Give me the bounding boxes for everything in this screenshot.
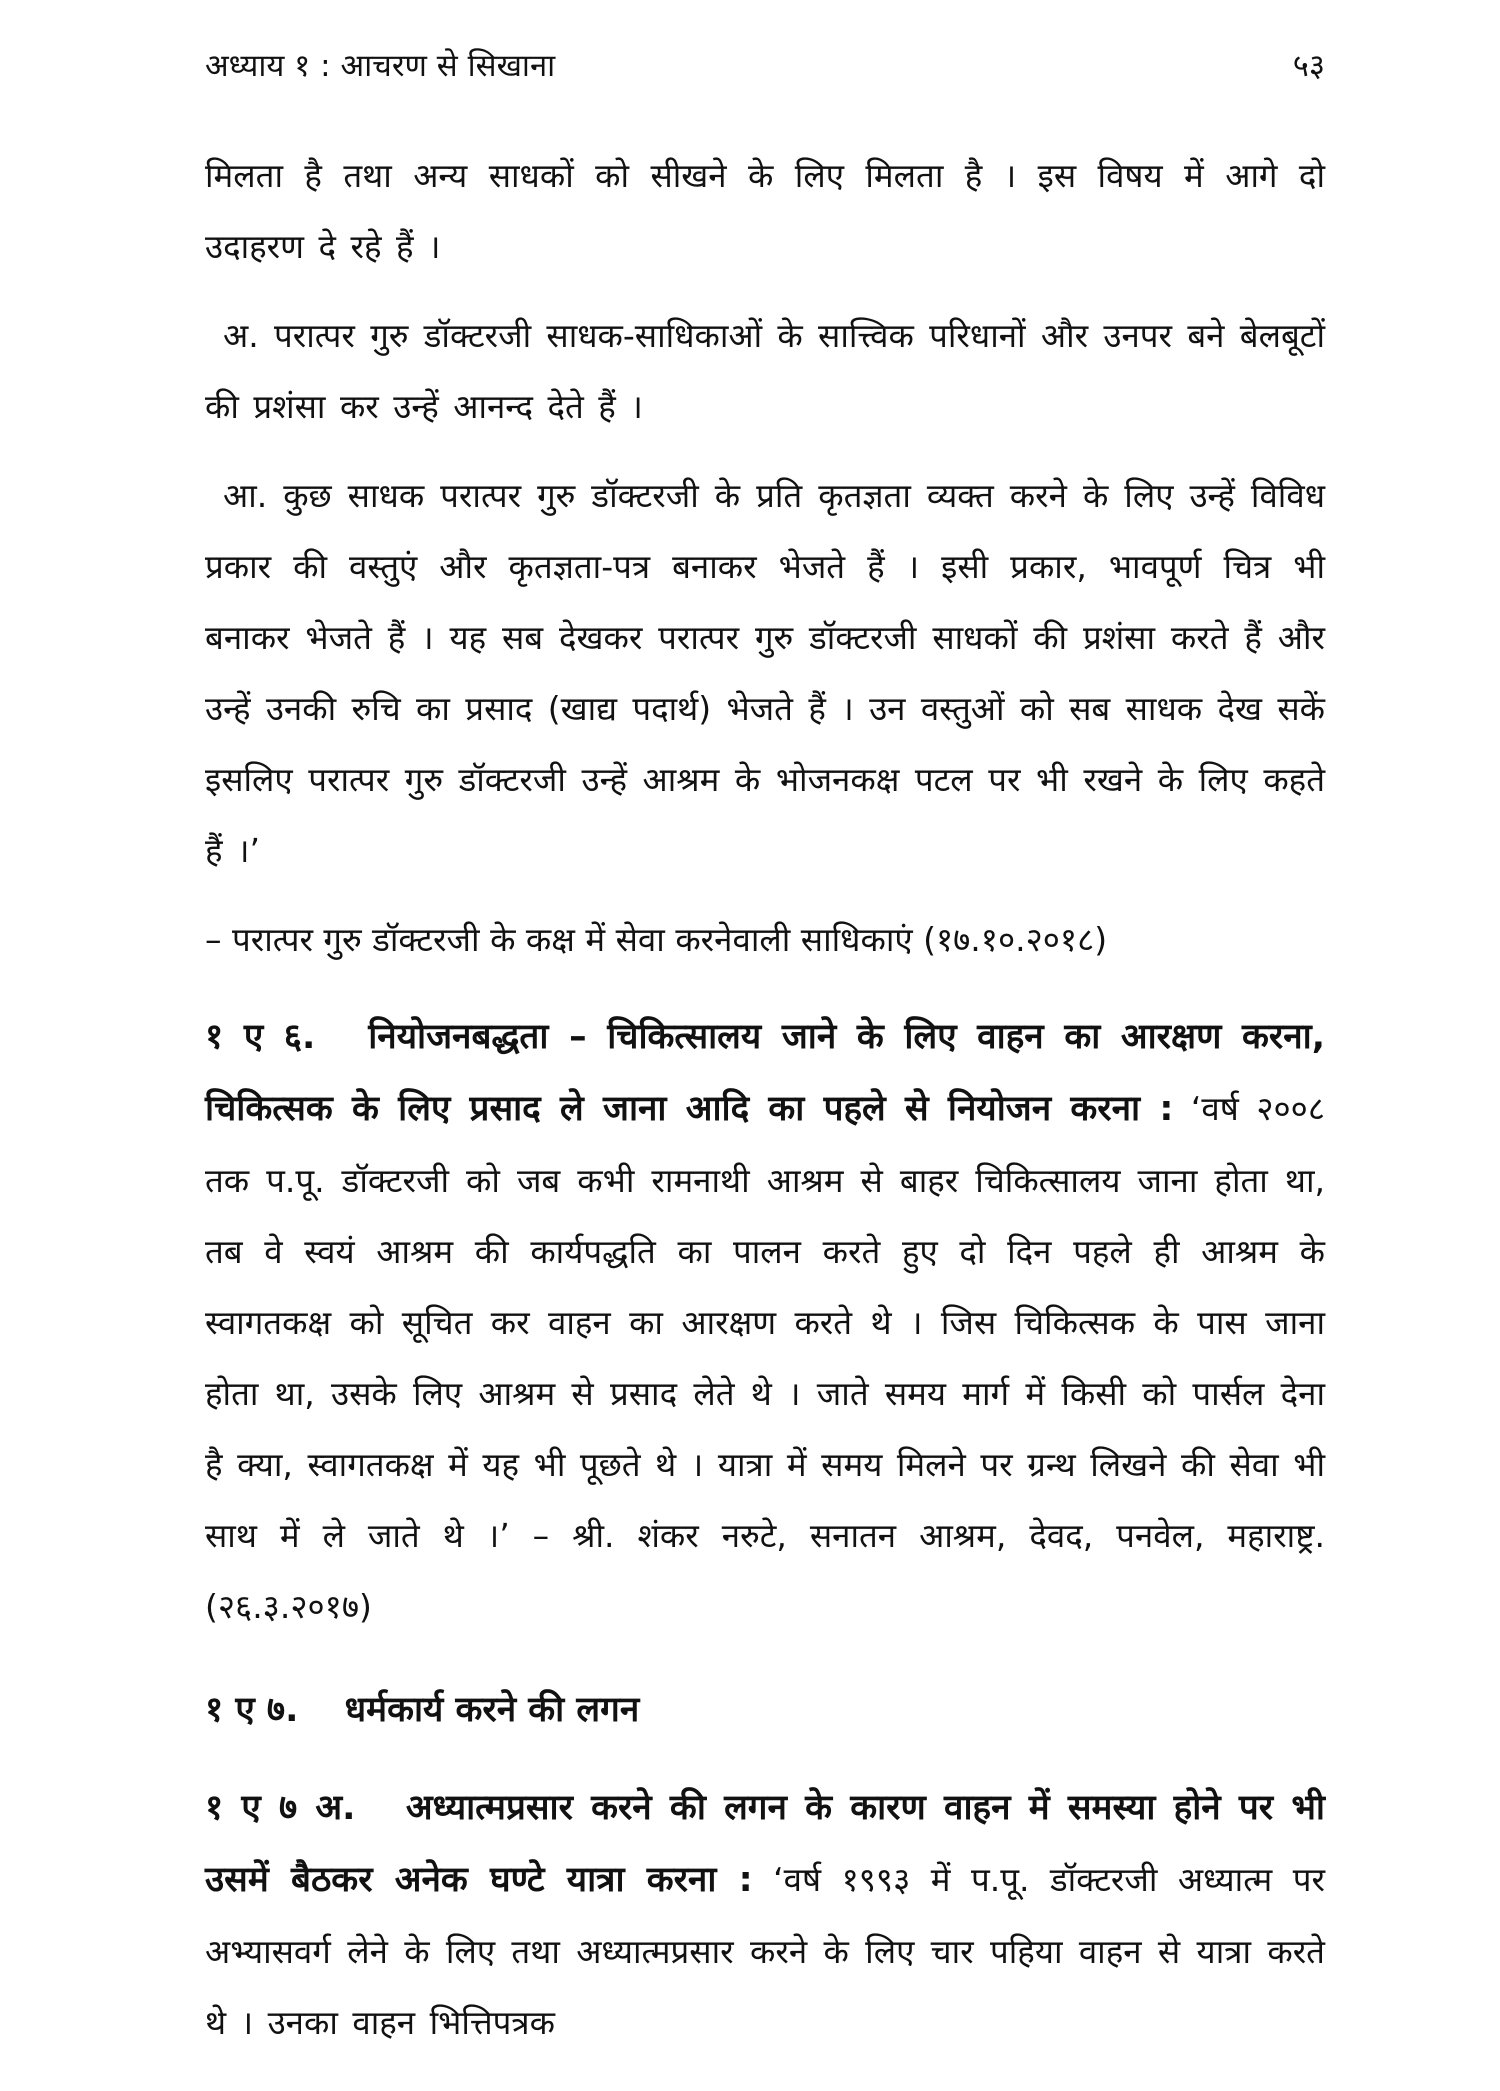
- section-1e6: [205, 1001, 1325, 1642]
- section-1e6-number: १ ए ६.: [205, 1017, 316, 1057]
- paragraph-a: अ. परात्पर गुरु डॉक्टरजी साधक-साधिकाओं के सात्त्विक परिधानों और उनपर बने बेलबूटों की प्रशंसा कर उन्हें आनन्द देते हैं ।: [205, 316, 1325, 426]
- page-content: [205, 140, 1325, 2091]
- page-number: ५३: [1292, 48, 1325, 84]
- section-1e7a-body: ‘वर्ष १९९३ में प.पू. डॉक्टरजी अध्यात्म पर अभ्यासवर्ग लेने के लिए तथा अध्यात्मप्रसार करने के लिए चार पहिया वाहन से यात्रा करते थे । उनका वाहन भित्तिपत्रक: [205, 1860, 1325, 2042]
- paragraph-aa: आ. कुछ साधक परात्पर गुरु डॉक्टरजी के प्रति कृतज्ञता व्यक्त करने के लिए उन्हें विविध प्रकार की वस्तुएं और कृतज्ञता-पत्र बनाकर भेजते हैं । इसी प्रकार, भावपूर्ण चित्र भी बनाकर भेजते हैं । यह सब देखकर परात्पर गुरु डॉक्टरजी साधकों की प्रशंसा करते हैं और उन्हें उनकी रुचि का प्रसाद (खाद्य पदार्थ) भेजते हैं । उन वस्तुओं को सब साधक देख सकें इसलिए परात्पर गुरु डॉक्टरजी उन्हें आश्रम के भोजनकक्ष पटल पर भी रखने के लिए कहते हैं ।’: [205, 476, 1325, 870]
- section-1e6-body: ‘वर्ष २००८ तक प.पू. डॉक्टरजी को जब कभी रामनाथी आश्रम से बाहर चिकित्सालय जाना होता था, तब वे स्वयं आश्रम की कार्यपद्धति का पालन करते हुए दो दिन पहले ही आश्रम के स्वागतकक्ष को सूचित कर वाहन का आरक्षण करते थे । जिस चिकित्सक के पास जाना होता था, उसके लिए आश्रम से प्रसाद लेते थे । जाते समय मार्ग में किसी को पार्सल देना है क्या, स्वागतकक्ष में यह भी पूछते थे । यात्रा में समय मिलने पर ग्रन्थ लिखने की सेवा भी साथ में ले जाते थे ।’ – श्री. शंकर नरुटे, सनातन आश्रम, देवद, पनवेल, महाराष्ट्र. (२६.३.२०१७): [205, 1089, 1325, 1626]
- page-header: [205, 40, 1325, 90]
- section-1e7a-number: १ ए ७ अ.: [205, 1788, 356, 1828]
- section-1e7-heading: धर्मकार्य करने की लगन: [344, 1690, 640, 1730]
- attribution-line: – परात्पर गुरु डॉक्टरजी के कक्ष में सेवा करनेवाली साधिकाएं (१७.१०.२०१८): [205, 920, 1108, 959]
- section-1e7a: [205, 1772, 1325, 2058]
- section-1e7-number: १ ए ७.: [205, 1690, 299, 1730]
- chapter-title: अध्याय १ : आचरण से सिखाना: [205, 48, 556, 84]
- section-1e7a-heading: अध्यात्मप्रसार करने की लगन के कारण वाहन में समस्या होने पर भी उसमें बैठकर अनेक घण्टे यात्रा करना :: [205, 1788, 1325, 1900]
- intro-paragraph: मिलता है तथा अन्य साधकों को सीखने के लिए मिलता है । इस विषय में आगे दो उदाहरण दे रहे हैं ।: [205, 156, 1325, 266]
- section-1e6-heading: नियोजनबद्धता – चिकित्सालय जाने के लिए वाहन का आरक्षण करना, चिकित्सक के लिए प्रसाद ले जाना आदि का पहले से नियोजन करना :: [205, 1017, 1325, 1129]
- section-1e7: [205, 1675, 1325, 1746]
